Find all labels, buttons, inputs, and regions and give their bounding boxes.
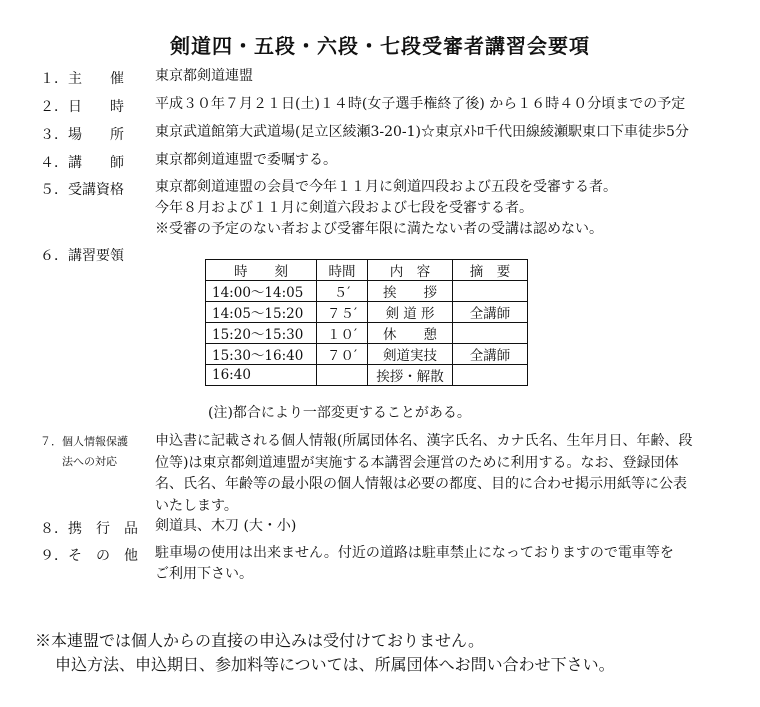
schedule-row: [206, 281, 528, 302]
schedule-table: [205, 259, 528, 386]
schedule-header-remarks: 摘 要: [453, 260, 528, 281]
item-label-privacy-line2: 法への対応: [40, 455, 117, 468]
schedule-row: [206, 365, 528, 386]
schedule-cell-remarks: [453, 323, 528, 344]
item-value-eligibility-line2: 今年８月および１１月に剣道六段および七段を受審する者。: [155, 200, 533, 216]
item-label-venue: ３．場 所: [40, 127, 124, 143]
schedule-cell-time: 16:40: [206, 365, 317, 386]
schedule-cell-remarks: [453, 281, 528, 302]
schedule-cell-remarks: 全講師: [453, 344, 528, 365]
schedule-cell-time: 15:20～15:30: [206, 323, 317, 344]
schedule-row: [206, 323, 528, 344]
page-title: 剣道四・五段・六段・七段受審者講習会要項: [170, 34, 590, 58]
schedule-cell-duration: [317, 365, 368, 386]
schedule-header-duration: 時間: [317, 260, 368, 281]
schedule-cell-content: 挨拶・解散: [368, 365, 453, 386]
item-label-organizer: １．主 催: [40, 71, 124, 87]
item-label-belongings: ８．携 行 品: [40, 521, 138, 537]
schedule-header-row: [206, 260, 528, 281]
item-value-belongings: 剣道具、木刀 (大・小): [155, 518, 297, 534]
schedule-cell-time: 14:00～14:05: [206, 281, 317, 302]
item-value-instructor: 東京都剣道連盟で委嘱する。: [155, 152, 337, 168]
schedule-cell-duration: ７０′: [317, 344, 368, 365]
item-value-privacy: 申込書に記載される個人情報(所属団体名、漢字氏名、カナ氏名、生年月日、年齢、段位等)は東京都剣道連盟が実施する本講習会運営のために利用する。なお、登録団体名、氏名、年齢等の最小限の個人情報は必要の都度、目的に合わせ掲示用紙等に公表いたします。: [155, 433, 693, 514]
item-value-eligibility-line1: 東京都剣道連盟の会員で今年１１月に剣道四段および五段を受審する者。: [155, 179, 617, 195]
item-label-eligibility: ５．受講資格: [40, 182, 124, 198]
item-label-instructor: ４．講 師: [40, 155, 124, 171]
schedule-header-time: 時 刻: [206, 260, 317, 281]
schedule-cell-remarks: [453, 365, 528, 386]
schedule-cell-duration: ５′: [317, 281, 368, 302]
schedule-cell-content: 剣 道 形: [368, 302, 453, 323]
item-value-organizer: 東京都剣道連盟: [155, 68, 253, 84]
item-label-procedure: ６．講習要領: [40, 248, 124, 264]
item-label-other: ９．そ の 他: [40, 548, 138, 564]
footer-notice-line2: 申込方法、申込期日、参加料等については、所属団体へお問い合わせ下さい。: [55, 655, 615, 674]
footer-notice-line1: ※本連盟では個人からの直接の申込みは受付けておりません。: [35, 631, 484, 650]
item-label-privacy-line1: ７．個人情報保護: [40, 435, 128, 448]
schedule-row: [206, 302, 528, 323]
item-value-other-line1: 駐車場の使用は出来ません。付近の道路は駐車禁止になっておりますので電車等を: [155, 545, 674, 561]
schedule-cell-time: 14:05～15:20: [206, 302, 317, 323]
schedule-cell-duration: １０′: [317, 323, 368, 344]
item-value-venue: 東京武道館第大武道場(足立区綾瀬3-20-1)☆東京ﾒﾄﾛ千代田線綾瀬駅東口下車徒歩5分: [155, 124, 689, 140]
schedule-cell-content: 挨 拶: [368, 281, 453, 302]
schedule-header-content: 内 容: [368, 260, 453, 281]
schedule-cell-remarks: 全講師: [453, 302, 528, 323]
item-value-eligibility-line3: ※受審の予定のない者および受審年限に満たない者の受講は認めない。: [155, 221, 603, 237]
schedule-cell-content: 休 憩: [368, 323, 453, 344]
schedule-cell-duration: ７５′: [317, 302, 368, 323]
item-value-other-line2: ご利用下さい。: [155, 566, 253, 582]
item-label-datetime: ２．日 時: [40, 99, 124, 115]
schedule-cell-time: 15:30～16:40: [206, 344, 317, 365]
schedule-cell-content: 剣道実技: [368, 344, 453, 365]
schedule-note: (注)都合により一部変更することがある。: [208, 405, 471, 421]
schedule-row: [206, 344, 528, 365]
item-value-datetime: 平成３０年７月２１日(土)１４時(女子選手権終了後) から１６時４０分頃までの予定: [155, 96, 686, 112]
